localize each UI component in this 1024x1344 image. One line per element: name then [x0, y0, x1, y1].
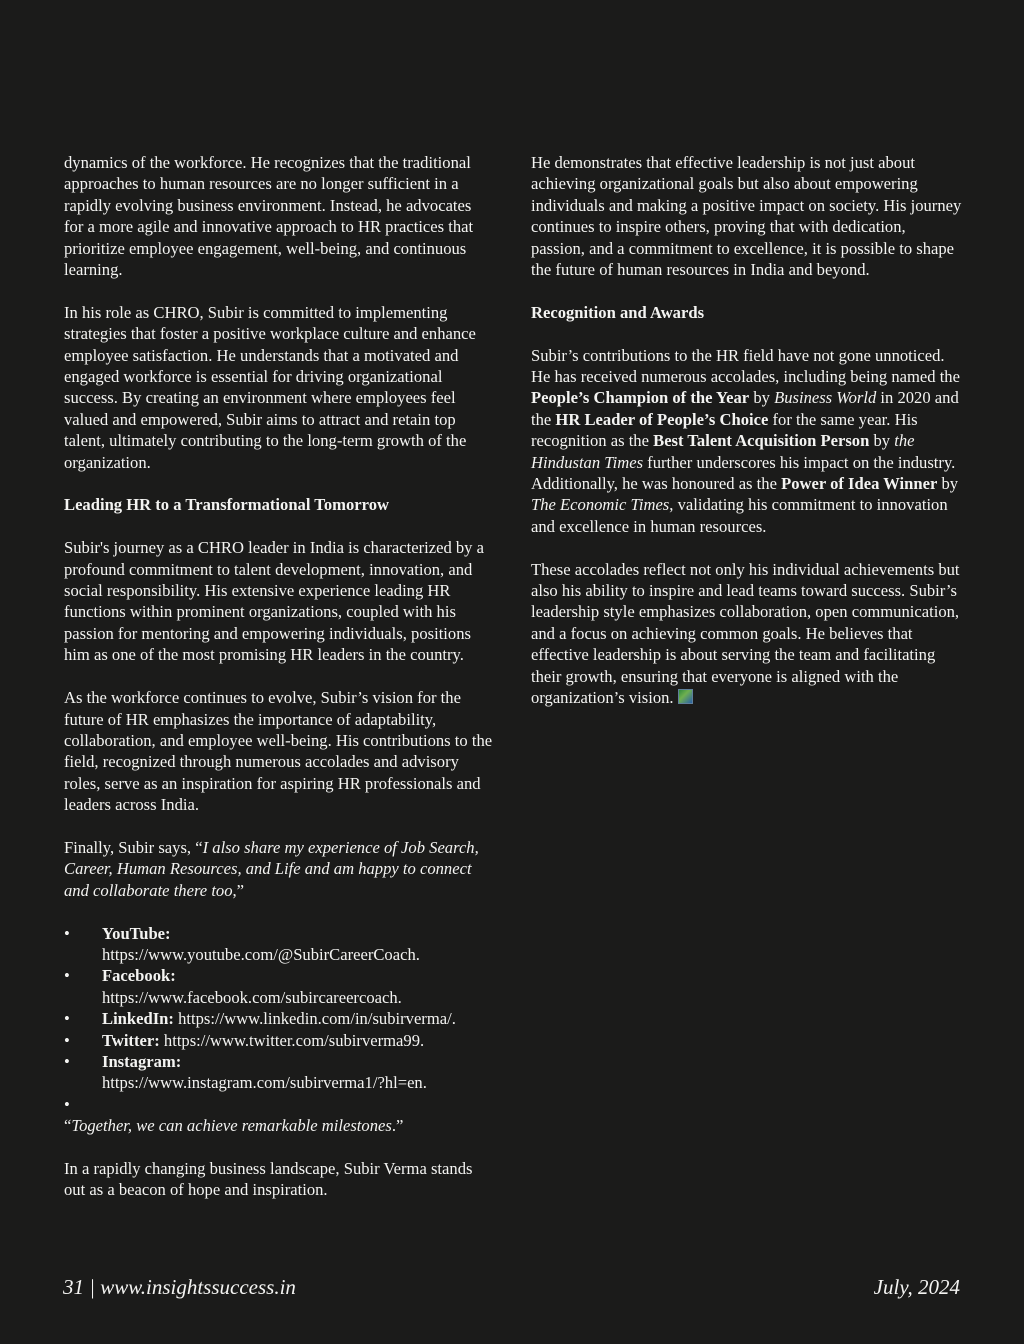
page-footer-date: July, 2024 [873, 1275, 960, 1299]
paragraph: In his role as CHRO, Subir is committed to implementing strategies that foster a positive workplace culture and enhance employee satisfaction. He understands that a motivated and engaged workforce is essential for driving organizational success. By creating an environment where employees feel valued and empowered, Subir aims to attract and retain top talent, ultimately contributing to the long-term growth of the organization. [64, 302, 476, 472]
text-span: for the same year. His recognition as the [531, 409, 918, 451]
paragraph: dynamics of the workforce. He recognizes that the traditional approaches to human resources are no longer sufficient in a rapidly evolving business environment. Instead, he advocates for a more agile and innovative approach to HR practices that prioritize employee engagement, well-being, and continuous learning. [64, 153, 474, 280]
link-url[interactable]: https://www.facebook.com/subircareercoach. [102, 987, 402, 1007]
text-span: ,” [232, 880, 245, 900]
list-item [64, 965, 494, 1008]
paragraph: As the workforce continues to evolve, Subir’s vision for the future of HR emphasizes the importance of adaptability, collaboration, and employee well-being. His contributions to the field, recognized through numerous accolades and advisory roles, serve as an inspiration for aspiring HR professionals and leaders across India. [64, 688, 493, 815]
social-links-list [64, 923, 494, 1116]
text-span: by [937, 474, 959, 494]
text-span: .” [391, 1116, 404, 1136]
quote-text: I also share my experience of Job Search, Career, Human Resources, and Life and am happy to connect and collaborate there too [64, 837, 479, 900]
award-name: People’s Champion of the Year [531, 388, 750, 408]
text-span: , validating his commitment to innovation and excellence in human resources. [531, 495, 948, 536]
text-span: Subir’s contributions to the HR field have not gone unnoticed. He has received numerous accolades, including being named the [531, 345, 960, 387]
list-item [64, 1008, 494, 1029]
link-url[interactable]: https://www.instagram.com/subirverma1/?hl=en. [102, 1073, 427, 1093]
right-column [531, 152, 963, 709]
text-span: further underscores his impact on the industry. Additionally, he was honoured as the [531, 452, 956, 494]
paragraph: He demonstrates that effective leadership is not just about achieving organizational goals but also about empowering individuals and making a positive impact on society. His journey continues to inspire others, proving that with dedication, passion, and a commitment to excellence, it is possible to shape the future of human resources in India and beyond. [531, 153, 962, 280]
award-name: Power of Idea Winner [781, 474, 938, 494]
link-label: Facebook: [102, 966, 176, 986]
quote-text: Together, we can achieve remarkable milestones [71, 1116, 392, 1136]
link-url[interactable]: https://www.linkedin.com/in/subirverma/. [178, 1009, 456, 1029]
publication-name: Business World [774, 388, 877, 408]
text-span: in 2020 and the [531, 388, 959, 429]
link-label: Twitter: [102, 1030, 160, 1050]
award-name: Best Talent Acquisition Person [653, 431, 870, 451]
section-heading: Recognition and Awards [531, 302, 705, 322]
list-item [64, 1051, 494, 1094]
paragraph: In a rapidly changing business landscape, Subir Verma stands out as a beacon of hope and inspiration. [64, 1158, 473, 1200]
link-label: LinkedIn: [102, 1009, 174, 1029]
link-url[interactable]: https://www.youtube.com/@SubirCareerCoach. [102, 944, 420, 964]
left-column [64, 152, 494, 1201]
motto-quote [64, 1115, 494, 1136]
publication-name: the Hindustan Times [531, 431, 915, 472]
publication-name: The Economic Times [531, 495, 670, 515]
text-span: These accolades reflect not only his individual achievements but also his ability to inspire and lead teams toward success. Subir’s leadership style emphasizes collaboration, open communication, and a focus on achieving common goals. He believes that effective leadership is about serving the team and facilitating their growth, ensuring that everyone is aligned with the organization’s vision. [531, 559, 960, 708]
link-label: Instagram: [102, 1051, 182, 1071]
page-footer-left: 31 | www.insightssuccess.in [63, 1275, 296, 1299]
award-name: HR Leader of People’s Choice [555, 409, 769, 429]
text-span: “ [64, 1116, 72, 1136]
list-item-empty [64, 1094, 494, 1115]
section-heading: Leading HR to a Transformational Tomorrow [64, 495, 389, 515]
paragraph: Subir's journey as a CHRO leader in India is characterized by a profound commitment to talent development, innovation, and social responsibility. His extensive experience leading HR functions within prominent organizations, coupled with his passion for mentoring and empowering individuals, positions him as one of the most promising HR leaders in the country. [64, 538, 484, 665]
text-span: Finally, Subir says, “ [64, 837, 203, 857]
closing-quote-paragraph [64, 837, 494, 901]
link-url[interactable]: https://www.twitter.com/subirverma99. [163, 1030, 425, 1050]
list-item [64, 1030, 494, 1051]
list-item [64, 923, 494, 966]
awards-paragraph [531, 345, 963, 538]
end-of-article-icon [678, 689, 693, 704]
text-span: by [869, 431, 895, 451]
text-span: by [749, 388, 775, 408]
paragraph [531, 559, 963, 709]
link-label: YouTube: [102, 923, 171, 943]
